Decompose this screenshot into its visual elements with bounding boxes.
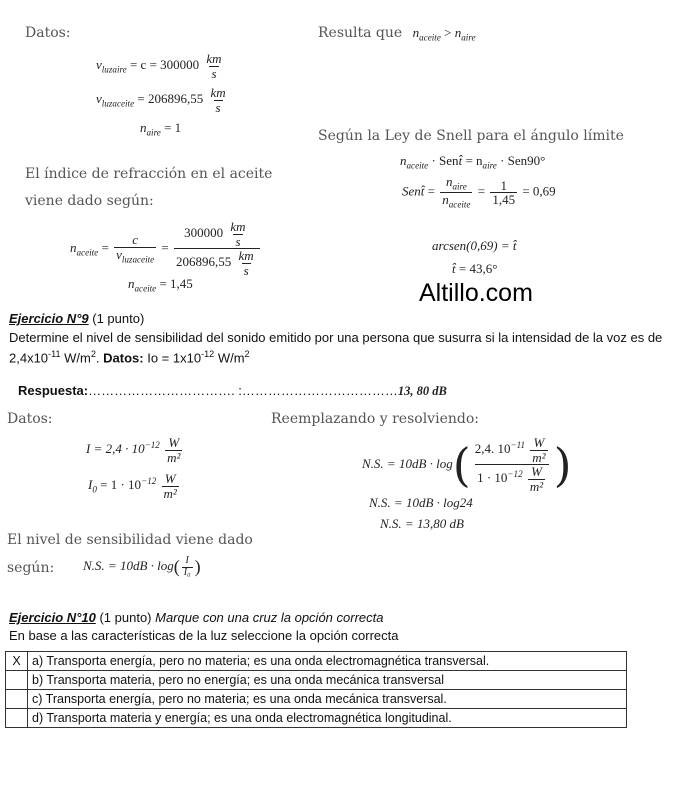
option-mark-cell[interactable]: X [6,652,28,671]
equation-ns-formula: N.S. = 10dB · log( $\frac{I}{\text{I₀}}$ ) [83,555,201,578]
equation-resulta: $n_{aceite} > n_{aire}$ [412,25,476,43]
option-text: a) Transporta energía, pero no materia; es una onda electromagnética transversal. [28,652,627,671]
option-text: c) Transporta energía, pero no materia; es una onda mecánica transversal. [28,690,627,709]
equation-sen-t: Sent̂ = $\frac{n_{aire}}{n_{aceite}}$ = $\frac{1}{1,45}$ = 0,69 [402,174,556,210]
snell-text: Según la Ley de Snell para el ángulo límite [318,128,624,144]
nivel-text-line2: según: [7,560,55,576]
equation-n-aceite: $n_{aceite}$ = $\frac{c}{v_{luzaceite}}$ = 300000 $\frac{km}{s}$ 206896,55 $\frac{km}{s}$ [70,220,262,278]
ej9-title: Ejercicio N°9 (1 punto) [9,311,145,326]
nivel-text-line1: El nivel de sensibilidad viene dado [7,532,253,548]
datos-label: Datos: [25,25,71,41]
ej10-title: Ejercicio N°10 (1 punto) Marque con una cruz la opción correcta [9,610,384,625]
resulta-line: Resulta que $n_{aceite} > n_{aire}$ [318,25,476,43]
option-mark-cell[interactable] [6,709,28,728]
equation-n-aire: $n_{aire} = 1$ [140,120,182,138]
option-mark-cell[interactable] [6,671,28,690]
option-mark-cell[interactable] [6,690,28,709]
ej10-prompt: En base a las características de la luz seleccione la opción correcta [9,628,399,643]
option-row[interactable] [6,709,627,728]
equation-ns-substituted: N.S. = 10dB · log( 2,4. $10^{-11}$ $\frac{W}{\text{m²}}$ $1 \cdot 10^{-12}$ $\frac{W}{\text{m²}}$ ) [362,435,572,494]
option-row[interactable] [6,690,627,709]
equation-arcsen: arcsen(0,69) = t̂ [432,238,517,253]
ej10-options-table [5,651,627,728]
option-text: b) Transporta materia, pero no energía; es una onda mecánica transversal [28,671,627,690]
option-text: d) Transporta materia y energía; es una onda electromagnética longitudinal. [28,709,627,728]
ej9-respuesta: Respuesta:……………………………. :………………………………13, 80 dB [18,383,447,398]
equation-v-luz-aceite: $v_{luzaceite} = 206896,55$ $\frac{km}{s}$ [96,85,226,115]
ej9-statement: Determine el nivel de sensibilidad del sonido emitido por una persona que susurra si la intensidad de la voz es de $2,4x10^{-11}$ $W/m^2$. Datos: $Io = 1x10^{-12}$ $W/m^2$ [9,330,663,366]
equation-ns-result: N.S. = 13,80 dB [380,516,464,531]
reemplazando-text: Reemplazando y resolviendo: [271,411,479,427]
equation-t-value: t̂ = 43,6° [452,261,498,276]
equation-intensity-0: $I_0 = 1 \cdot 10^{-12}$ $\frac{W}{\text{m²}}$ [88,471,177,501]
equation-ns-log24: N.S. = 10dB · log24 [369,495,473,510]
option-row[interactable] [6,652,627,671]
watermark-text: Altillo.com [419,279,533,307]
equation-snell: $n_{aceite}$ · Sent̂ = $n_{aire} \cdot Sen90^\circ$ [400,153,546,171]
ej9-datos-label: Datos: [7,411,53,427]
equation-intensity: $I = 2,4 \cdot 10^{-12}$ $\frac{W}{\text{m²}}$ [86,435,181,465]
option-row[interactable] [6,671,627,690]
equation-n-aceite-value: $n_{aceite} = 1,45$ [128,276,193,294]
equation-v-luz-aire: $v_{luzaire} = c = 300000$ $\frac{km}{s}$ [96,51,222,81]
indice-text-line2: viene dado según: [25,193,154,209]
indice-text-line1: El índice de refracción en el aceite [25,166,273,182]
